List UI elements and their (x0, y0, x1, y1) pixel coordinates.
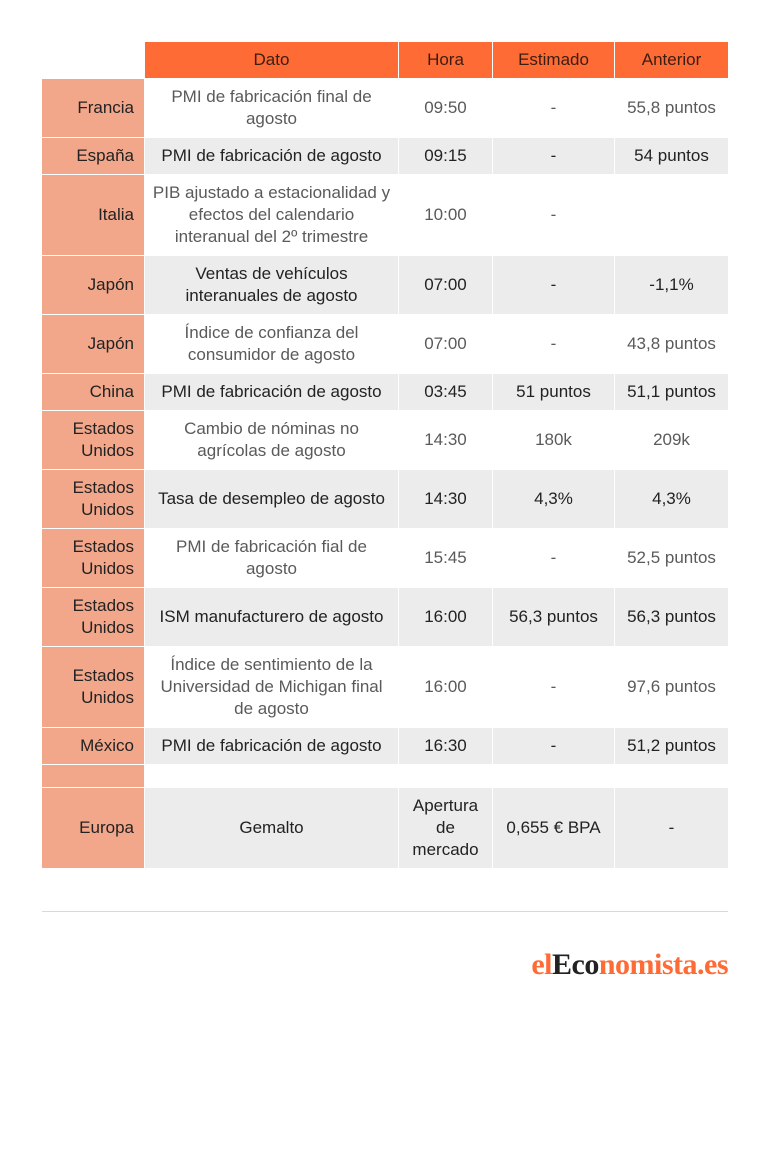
header-estimado: Estimado (492, 42, 614, 78)
anterior-cell: 56,3 puntos (614, 587, 728, 646)
estimado-cell: 0,655 € BPA (492, 787, 614, 868)
anterior-cell: - (614, 787, 728, 868)
hora-cell: 03:45 (398, 373, 492, 410)
country-cell: Estados Unidos (42, 410, 144, 469)
country-cell: Estados Unidos (42, 469, 144, 528)
dato-cell: Ventas de vehículos interanuales de agosto (144, 255, 398, 314)
country-cell: Estados Unidos (42, 528, 144, 587)
country-cell: Francia (42, 78, 144, 137)
dato-cell: PMI de fabricación fial de agosto (144, 528, 398, 587)
table-row (42, 528, 728, 587)
anterior-cell: 55,8 puntos (614, 78, 728, 137)
hora-cell: 14:30 (398, 410, 492, 469)
logo-part-eco: Eco (552, 948, 599, 981)
table-spacer-row (42, 764, 728, 787)
dato-cell: Índice de confianza del consumidor de agosto (144, 314, 398, 373)
hora-cell: Apertura de mercado (398, 787, 492, 868)
country-cell: México (42, 727, 144, 764)
estimado-cell: 4,3% (492, 469, 614, 528)
dato-cell: Tasa de desempleo de agosto (144, 469, 398, 528)
estimado-cell: - (492, 528, 614, 587)
estimado-cell: 56,3 puntos (492, 587, 614, 646)
country-cell: Italia (42, 174, 144, 255)
country-cell: Japón (42, 255, 144, 314)
estimado-cell: - (492, 78, 614, 137)
estimado-cell: - (492, 646, 614, 727)
dato-cell: PMI de fabricación de agosto (144, 373, 398, 410)
dato-cell: ISM manufacturero de agosto (144, 587, 398, 646)
estimado-cell: - (492, 727, 614, 764)
anterior-cell: -1,1% (614, 255, 728, 314)
country-cell: Europa (42, 787, 144, 868)
dato-cell: PMI de fabricación de agosto (144, 137, 398, 174)
table-row (42, 646, 728, 727)
spacer-cell (614, 764, 728, 787)
eleconomista-logo[interactable] (531, 948, 728, 982)
dato-cell: PMI de fabricación final de agosto (144, 78, 398, 137)
estimado-cell: 180k (492, 410, 614, 469)
hora-cell: 10:00 (398, 174, 492, 255)
spacer-cell (492, 764, 614, 787)
header-anterior: Anterior (614, 42, 728, 78)
hora-cell: 09:15 (398, 137, 492, 174)
anterior-cell (614, 174, 728, 255)
dato-cell: PIB ajustado a estacionalidad y efectos del calendario interanual del 2º trimestre (144, 174, 398, 255)
hora-cell: 16:00 (398, 646, 492, 727)
spacer-cell (144, 764, 398, 787)
anterior-cell: 51,1 puntos (614, 373, 728, 410)
table-row (42, 373, 728, 410)
estimado-cell: - (492, 255, 614, 314)
table-row (42, 314, 728, 373)
anterior-cell: 4,3% (614, 469, 728, 528)
table-body (42, 78, 728, 868)
dato-cell: Gemalto (144, 787, 398, 868)
table-row-europa (42, 787, 728, 868)
country-cell: Estados Unidos (42, 587, 144, 646)
divider (42, 911, 728, 912)
estimado-cell: - (492, 314, 614, 373)
header-blank (42, 42, 144, 78)
hora-cell: 14:30 (398, 469, 492, 528)
country-spacer (42, 764, 144, 787)
dato-cell: Índice de sentimiento de la Universidad de Michigan final de agosto (144, 646, 398, 727)
economic-calendar-table (42, 42, 728, 868)
hora-cell: 07:00 (398, 255, 492, 314)
hora-cell: 07:00 (398, 314, 492, 373)
table-row (42, 727, 728, 764)
hora-cell: 09:50 (398, 78, 492, 137)
dato-cell: PMI de fabricación de agosto (144, 727, 398, 764)
header-dato: Dato (144, 42, 398, 78)
country-cell: China (42, 373, 144, 410)
table-header-row (42, 42, 728, 78)
logo-part-rest: nomista.es (598, 948, 728, 981)
hora-cell: 16:00 (398, 587, 492, 646)
anterior-cell: 51,2 puntos (614, 727, 728, 764)
estimado-cell: 51 puntos (492, 373, 614, 410)
table-row (42, 255, 728, 314)
table-row (42, 587, 728, 646)
table-row (42, 78, 728, 137)
table-row (42, 174, 728, 255)
spacer-cell (398, 764, 492, 787)
country-cell: Japón (42, 314, 144, 373)
anterior-cell: 209k (614, 410, 728, 469)
table-row (42, 469, 728, 528)
dato-cell: Cambio de nóminas no agrícolas de agosto (144, 410, 398, 469)
hora-cell: 16:30 (398, 727, 492, 764)
hora-cell: 15:45 (398, 528, 492, 587)
estimado-cell: - (492, 137, 614, 174)
anterior-cell: 52,5 puntos (614, 528, 728, 587)
anterior-cell: 54 puntos (614, 137, 728, 174)
estimado-cell: - (492, 174, 614, 255)
country-cell: España (42, 137, 144, 174)
agenda-table-container (42, 42, 728, 868)
header-hora: Hora (398, 42, 492, 78)
anterior-cell: 97,6 puntos (614, 646, 728, 727)
anterior-cell: 43,8 puntos (614, 314, 728, 373)
table-row (42, 137, 728, 174)
logo-part-el: el (531, 948, 552, 981)
country-cell: Estados Unidos (42, 646, 144, 727)
table-row (42, 410, 728, 469)
